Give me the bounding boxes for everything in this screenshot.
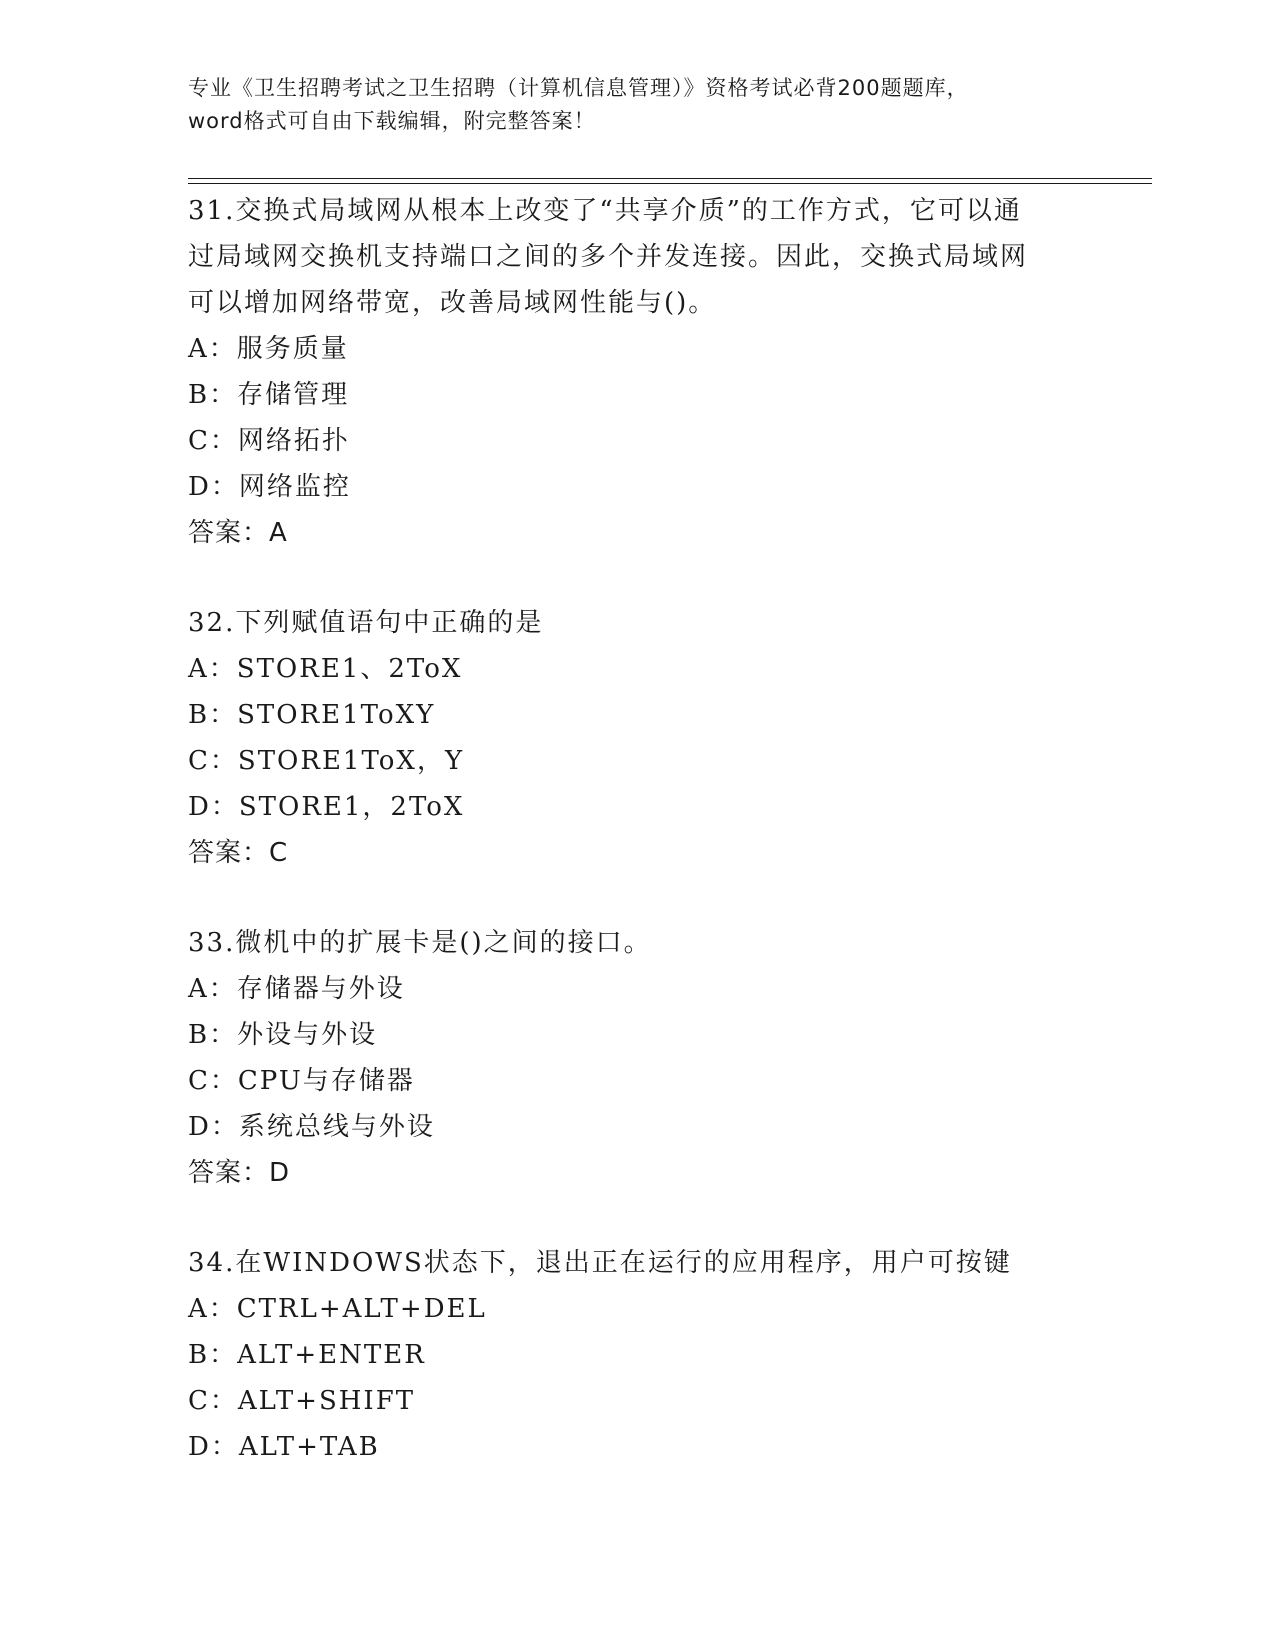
option-a: A：STORE1、2ToX (188, 654, 463, 684)
question-spacer (188, 556, 1088, 600)
question-stem: 31.交换式局域网从根本上改变了“共享介质”的工作方式，它可以通 (188, 196, 1022, 226)
option-a: A：存储器与外设 (188, 974, 405, 1004)
option-b: B：存储管理 (188, 380, 350, 410)
question-32 (188, 600, 1088, 876)
header-divider-top (188, 178, 1152, 179)
option-a: A：CTRL+ALT+DEL (188, 1294, 487, 1324)
answer: 答案：D (188, 1158, 291, 1188)
option-b: B：STORE1ToXY (188, 700, 436, 730)
question-list (188, 188, 1088, 1470)
question-stem: 过局域网交换机支持端口之间的多个并发连接。因此，交换式局域网 (188, 242, 1029, 272)
option-d: D：系统总线与外设 (188, 1112, 435, 1142)
option-d: D：STORE1，2ToX (188, 792, 465, 822)
option-b: B：ALT+ENTER (188, 1340, 426, 1370)
document-header (188, 72, 1088, 138)
header-divider-bottom (188, 183, 1152, 184)
option-c: C：网络拓扑 (188, 426, 350, 456)
option-c: C：CPU与存储器 (188, 1066, 415, 1096)
answer: 答案：C (188, 838, 289, 868)
question-stem: 32.下列赋值语句中正确的是 (188, 608, 544, 638)
option-c: C：STORE1ToX，Y (188, 746, 465, 776)
question-stem: 33.微机中的扩展卡是()之间的接口。 (188, 928, 652, 958)
question-spacer (188, 1196, 1088, 1240)
option-c: C：ALT+SHIFT (188, 1386, 416, 1416)
question-stem: 34.在WINDOWS状态下，退出正在运行的应用程序，用户可按键 (188, 1248, 1012, 1278)
option-a: A：服务质量 (188, 334, 349, 364)
answer: 答案：A (188, 518, 288, 548)
question-31 (188, 188, 1088, 556)
header-line-2: word格式可自由下载编辑，附完整答案！ (188, 109, 596, 133)
header-line-1: 专业《卫生招聘考试之卫生招聘（计算机信息管理）》资格考试必背200题题库， (188, 76, 969, 100)
option-b: B：外设与外设 (188, 1020, 378, 1050)
question-34 (188, 1240, 1088, 1470)
option-d: D：网络监控 (188, 472, 351, 502)
question-spacer (188, 876, 1088, 920)
question-stem: 可以增加网络带宽，改善局域网性能与()。 (188, 288, 717, 318)
question-33 (188, 920, 1088, 1196)
option-d: D：ALT+TAB (188, 1432, 380, 1462)
